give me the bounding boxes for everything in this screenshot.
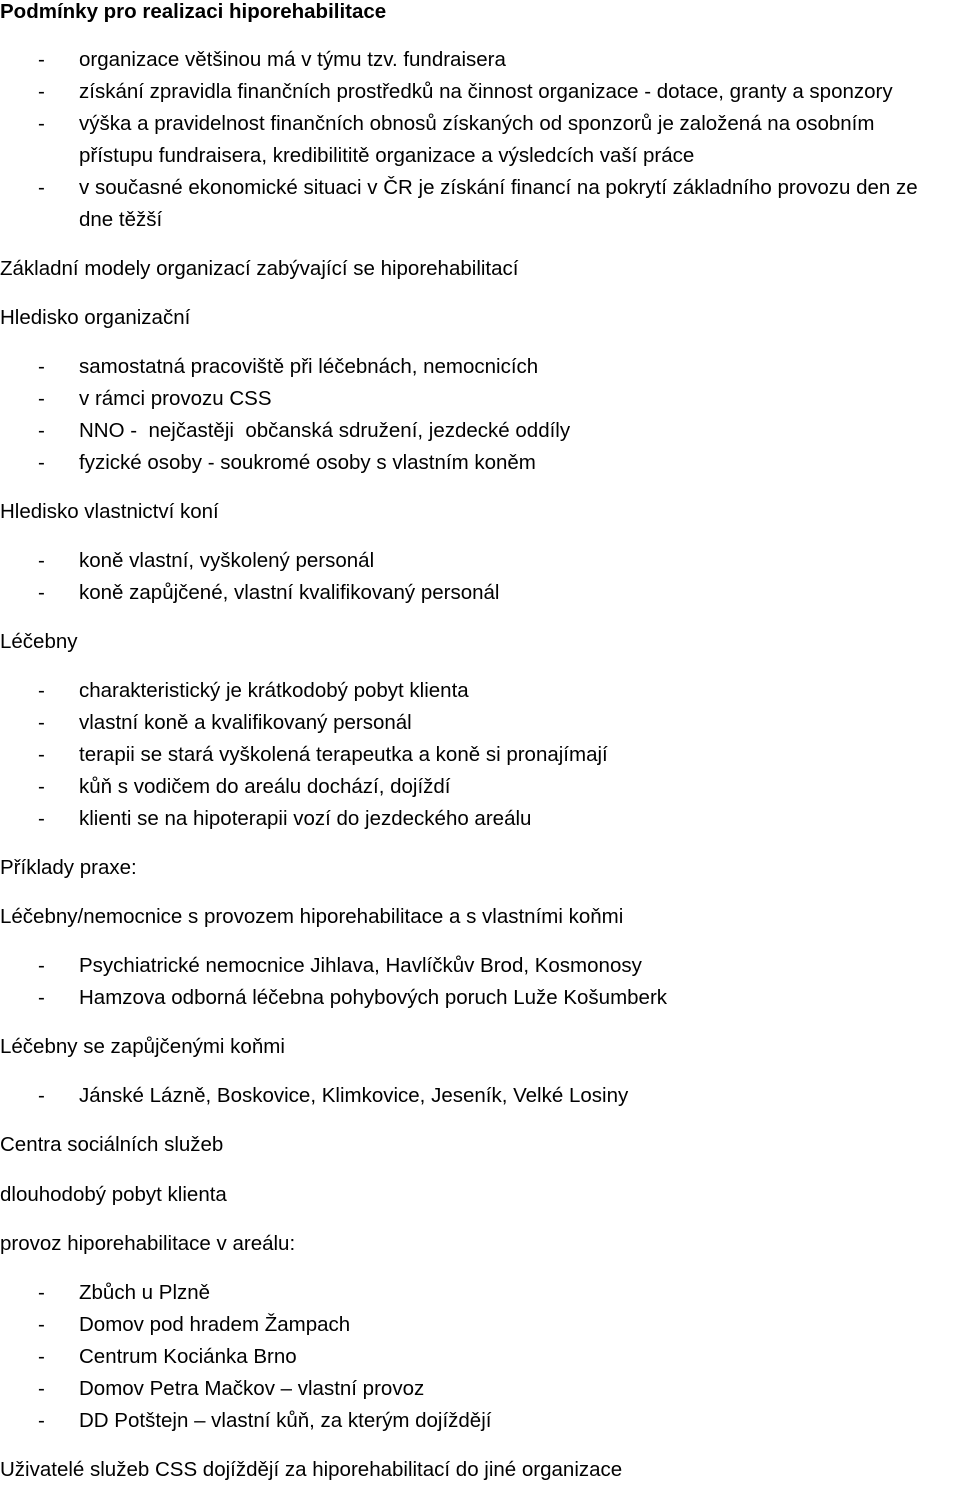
- list-item-text: DD Potštejn – vlastní kůň, za kterým dojíždějí: [79, 1409, 492, 1432]
- list-item-text: fyzické osoby - soukromé osoby s vlastním koněm: [79, 451, 536, 474]
- bullet-dash: -: [38, 1084, 45, 1107]
- list-item-text: NNO - nejčastěji občanská sdružení, jezdecké oddíly: [79, 419, 571, 442]
- list-item-text: Centrum Kociánka Brno: [79, 1345, 297, 1368]
- css-heading: Centra sociálních služeb: [0, 1133, 224, 1156]
- bullet-dash: -: [38, 581, 45, 604]
- list-item-text: v rámci provozu CSS: [79, 387, 272, 410]
- ownership-heading: Hledisko vlastnictví koní: [0, 500, 219, 523]
- bullet-dash: -: [38, 954, 45, 977]
- list-item-text: Zbůch u Plzně: [79, 1281, 211, 1304]
- bullet-dash: -: [38, 775, 45, 798]
- bullet-dash: -: [38, 1377, 45, 1400]
- list-item-text: Jánské Lázně, Boskovice, Klimkovice, Jeseník, Velké Losiny: [79, 1084, 629, 1107]
- list-item-text: Hamzova odborná léčebna pohybových poruch Luže Košumberk: [79, 986, 668, 1009]
- bullet-dash: -: [38, 1345, 45, 1368]
- bullet-dash: -: [38, 1409, 45, 1432]
- users-line: Uživatelé služeb CSS dojíždějí za hiporehabilitací do jiné organizace: [0, 1458, 623, 1481]
- list-item-text: Psychiatrické nemocnice Jihlava, Havlíčkův Brod, Kosmonosy: [79, 954, 642, 977]
- list-item-text: Domov pod hradem Žampach: [79, 1313, 351, 1336]
- list-item-text: dne těžší: [79, 208, 163, 231]
- bullet-dash: -: [38, 419, 45, 442]
- bullet-dash: -: [38, 451, 45, 474]
- list-item-text: klienti se na hipoterapii vozí do jezdeckého areálu: [79, 807, 532, 830]
- bullet-dash: -: [38, 355, 45, 378]
- models-heading: Základní modely organizací zabývající se hiporehabilitací: [0, 257, 519, 280]
- bullet-dash: -: [38, 807, 45, 830]
- bullet-dash: -: [38, 48, 45, 71]
- bullet-dash: -: [38, 112, 45, 135]
- css-onsite-heading: provoz hiporehabilitace v areálu:: [0, 1232, 296, 1255]
- org-heading: Hledisko organizační: [0, 306, 191, 329]
- list-item-text: samostatná pracoviště při léčebnách, nemocnicích: [79, 355, 539, 378]
- list-item-text: vlastní koně a kvalifikovaný personál: [79, 711, 412, 734]
- borrowed-heading: Léčebny se zapůjčenými koňmi: [0, 1035, 285, 1058]
- list-item-text: koně vlastní, vyškolený personál: [79, 549, 375, 572]
- examples-heading: Příklady praxe:: [0, 856, 137, 879]
- list-item-text: charakteristický je krátkodobý pobyt klienta: [79, 679, 469, 702]
- bullet-dash: -: [38, 711, 45, 734]
- bullet-dash: -: [38, 1281, 45, 1304]
- bullet-dash: -: [38, 176, 45, 199]
- own-horses-heading: Léčebny/nemocnice s provozem hiporehabilitace a s vlastními koňmi: [0, 905, 624, 928]
- bullet-dash: -: [38, 679, 45, 702]
- bullet-dash: -: [38, 986, 45, 1009]
- list-item-text: získání zpravidla finančních prostředků na činnost organizace - dotace, granty a sponzory: [79, 80, 893, 103]
- list-item-text: terapii se stará vyškolená terapeutka a koně si pronajímají: [79, 743, 608, 766]
- list-item-text: koně zapůjčené, vlastní kvalifikovaný personál: [79, 581, 500, 604]
- page-title: Podmínky pro realizaci hiporehabilitace: [0, 0, 387, 23]
- bullet-dash: -: [38, 743, 45, 766]
- list-item-text: v současné ekonomické situaci v ČR je získání financí na pokrytí základního provozu den ze: [79, 176, 918, 199]
- list-item-text: organizace většinou má v týmu tzv. fundraisera: [79, 48, 506, 71]
- list-item-text: výška a pravidelnost finančních obnosů získaných od sponzorů je založená na osobním: [79, 112, 875, 135]
- bullet-dash: -: [38, 549, 45, 572]
- list-item-text: kůň s vodičem do areálu dochází, dojíždí: [79, 775, 451, 798]
- list-item-text: Domov Petra Mačkov – vlastní provoz: [79, 1377, 425, 1400]
- bullet-dash: -: [38, 80, 45, 103]
- bullet-dash: -: [38, 1313, 45, 1336]
- css-long-stay: dlouhodobý pobyt klienta: [0, 1183, 227, 1206]
- spa-heading: Léčebny: [0, 630, 78, 653]
- list-item-text: přístupu fundraisera, kredibilititě organizace a výsledcích vaší práce: [79, 144, 695, 167]
- bullet-dash: -: [38, 387, 45, 410]
